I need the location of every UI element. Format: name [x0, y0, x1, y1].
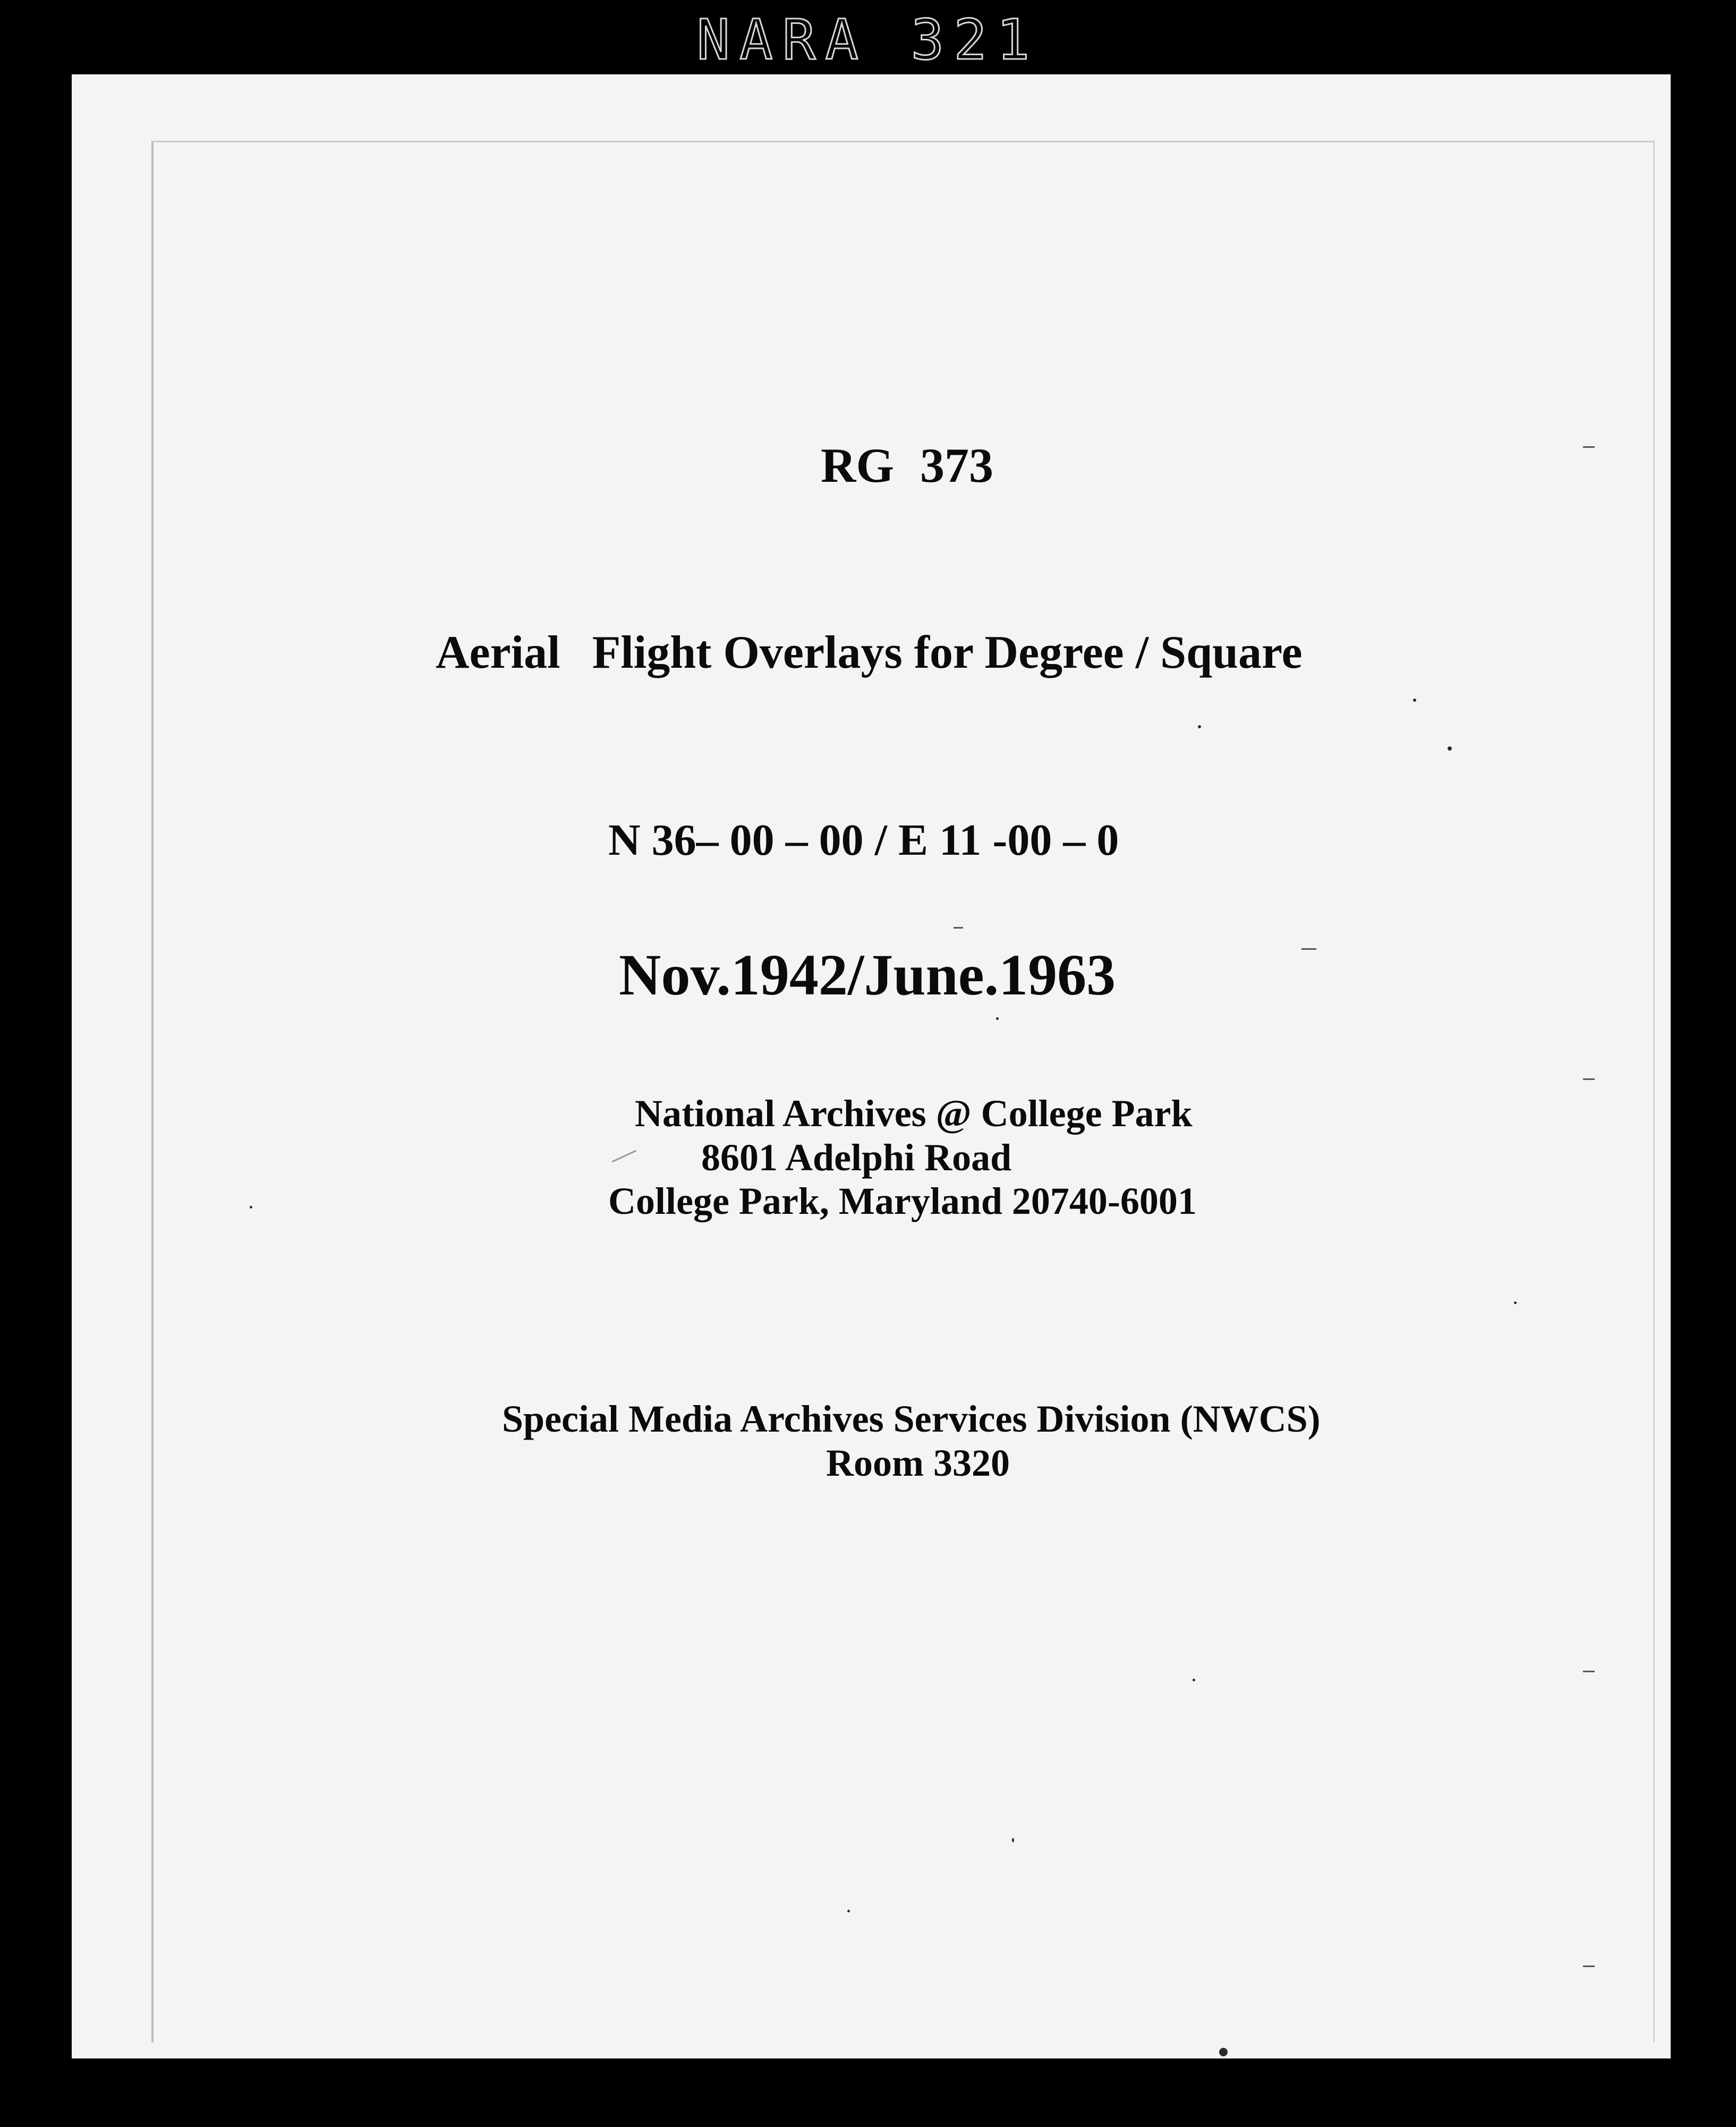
address-city: College Park, Maryland 20740-6001 — [608, 1180, 1197, 1222]
document-sheet — [72, 74, 1671, 2058]
film-frame-label: NARA 321 — [696, 7, 1040, 72]
scan-mark — [1583, 1671, 1595, 1672]
page-border — [151, 141, 1655, 2043]
date-range: Nov.1942/June.1963 — [619, 942, 1116, 1007]
scan-speck — [1514, 1301, 1517, 1304]
scan-mark — [954, 927, 963, 929]
scan-mark — [1583, 1078, 1595, 1080]
address-institution: National Archives @ College Park — [635, 1092, 1193, 1135]
scan-speck — [996, 1017, 999, 1020]
degree-square-coordinates: N 36– 00 – 00 / E 11 -00 – 0 — [608, 815, 1119, 865]
room-number: Room 3320 — [826, 1442, 1010, 1484]
scan-speck — [250, 1206, 252, 1209]
scan-speck — [847, 1910, 850, 1912]
scan-mark — [1301, 948, 1316, 950]
scan-speck — [1448, 746, 1452, 751]
title-flight-overlays: Flight Overlays for Degree / Square — [592, 627, 1303, 678]
address-street: 8601 Adelphi Road — [701, 1136, 1012, 1179]
division-name: Special Media Archives Services Division (NWCS) — [502, 1398, 1321, 1440]
scan-speck — [1012, 1838, 1014, 1842]
scan-mark — [1583, 1966, 1595, 1967]
scan-speck — [1413, 699, 1416, 702]
scan-speck — [1193, 1679, 1195, 1681]
scan-mark — [1583, 446, 1595, 448]
scan-speck — [1219, 2048, 1228, 2056]
record-group: RG 373 — [821, 438, 993, 492]
document-title — [436, 629, 1303, 676]
title-aerial: Aerial — [436, 627, 560, 678]
scan-speck — [1198, 725, 1201, 728]
